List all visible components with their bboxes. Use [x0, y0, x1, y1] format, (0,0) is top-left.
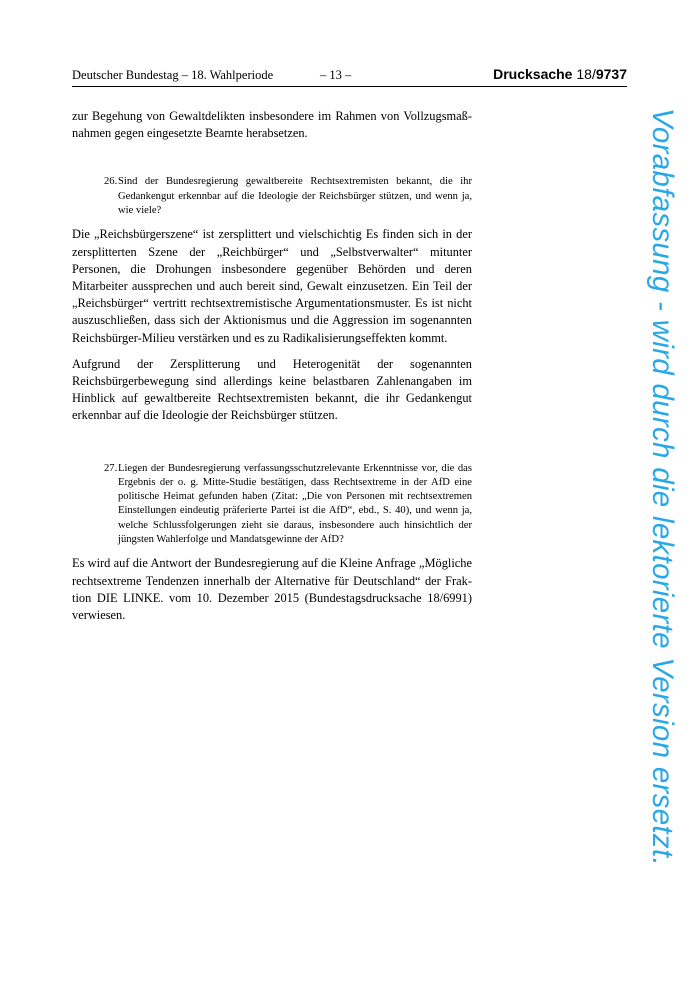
- draft-watermark: [637, 108, 687, 903]
- watermark-text: Vorabfassung - wird durch die lektorierte Version ersetzt.: [646, 108, 679, 866]
- question-number: 26.: [104, 176, 118, 188]
- question-text: Liegen der Bundesregierung verfassungsschutzrelevante Erkenntnisse vor, die das Ergebnis der o. g. Mitte-Studie bestätigen, dass Rechtsextreme in der AfD eine politische Heimat gefunden haben (Zitat: „Die von Personen mit rechtsextremen Einstellungen eindeutig präferierte Partei ist die AfD“, ebd., S. 40), und wenn ja, welche Schlussfolgerungen zieht sie daraus, insbesondere auch hinsichtlich der jüngsten Wahlerfolge und Mandatsgewinne der AfD?: [118, 462, 472, 546]
- page-header: [72, 66, 627, 87]
- document-number: [493, 66, 627, 82]
- answer-26-paragraph-1: Die „Reichsbürgerszene“ ist zersplittert und vielschichtig Es finden sich in der zersplitterten Szene der „Reichbürger“ und „Selbstverwalter“ mitunter Personen, die Drohungen insbesondere gegenüber Behörden und deren Mitarbeiter aussprechen und auch bereit sind, Gewalt einzusetzen. Ein Teil der „Reichsbürger“ vertritt rechtsextremistische Argumentationsmuster. Es ist nicht auszuschließen, dass sich der Aktionismus und die Aggression im sogenannten Reichsbürger-Milieu verstärken und es zu Radikalisierungseffekten kommt.: [72, 227, 472, 345]
- question-27: [72, 462, 472, 548]
- question-text: Sind der Bundesregierung gewaltbereite Rechtsextremisten bekannt, die ihr Gedankengut erkennbar auf die Ideologie der Reichsbürger stützen, und wenn ja, wie viele?: [118, 176, 472, 216]
- doc-prefix: 18/: [576, 66, 596, 82]
- intro-paragraph: zur Begehung von Gewaltdelikten insbesondere im Rahmen von Vollzugsmaßnahmen gegen eingesetzte Beamte herabsetzen.: [72, 109, 472, 141]
- answer-27-paragraph: Es wird auf die Antwort der Bundesregierung auf die Kleine Anfrage „Mögliche rechtsextreme Tendenzen innerhalb der Alternative für Deutschland“ der Fraktion DIE LINKE. vom 10. Dezember 2015 (Bundestagsdrucksache 18/6991) verwiesen.: [72, 556, 472, 622]
- doc-label: Drucksache: [493, 66, 573, 82]
- answer-26-paragraph-2: Aufgrund der Zersplitterung und Heterogenität der sogenannten Reichsbürgerbewegung sind allerdings keine belastbaren Zahlenangaben im Hinblick auf gewaltbereite Rechtsextremisten bekannt, die ihr Gedankengut erkennbar auf die Ideologie der Reichsbürger stützen.: [72, 356, 472, 423]
- page-number: – 13 –: [320, 68, 352, 82]
- question-number: 27.: [104, 462, 118, 474]
- page-body: [72, 108, 472, 633]
- header-parliament: Deutscher Bundestag – 18. Wahlperiode: [72, 68, 274, 82]
- question-26: [72, 175, 472, 218]
- doc-number: 9737: [595, 66, 627, 82]
